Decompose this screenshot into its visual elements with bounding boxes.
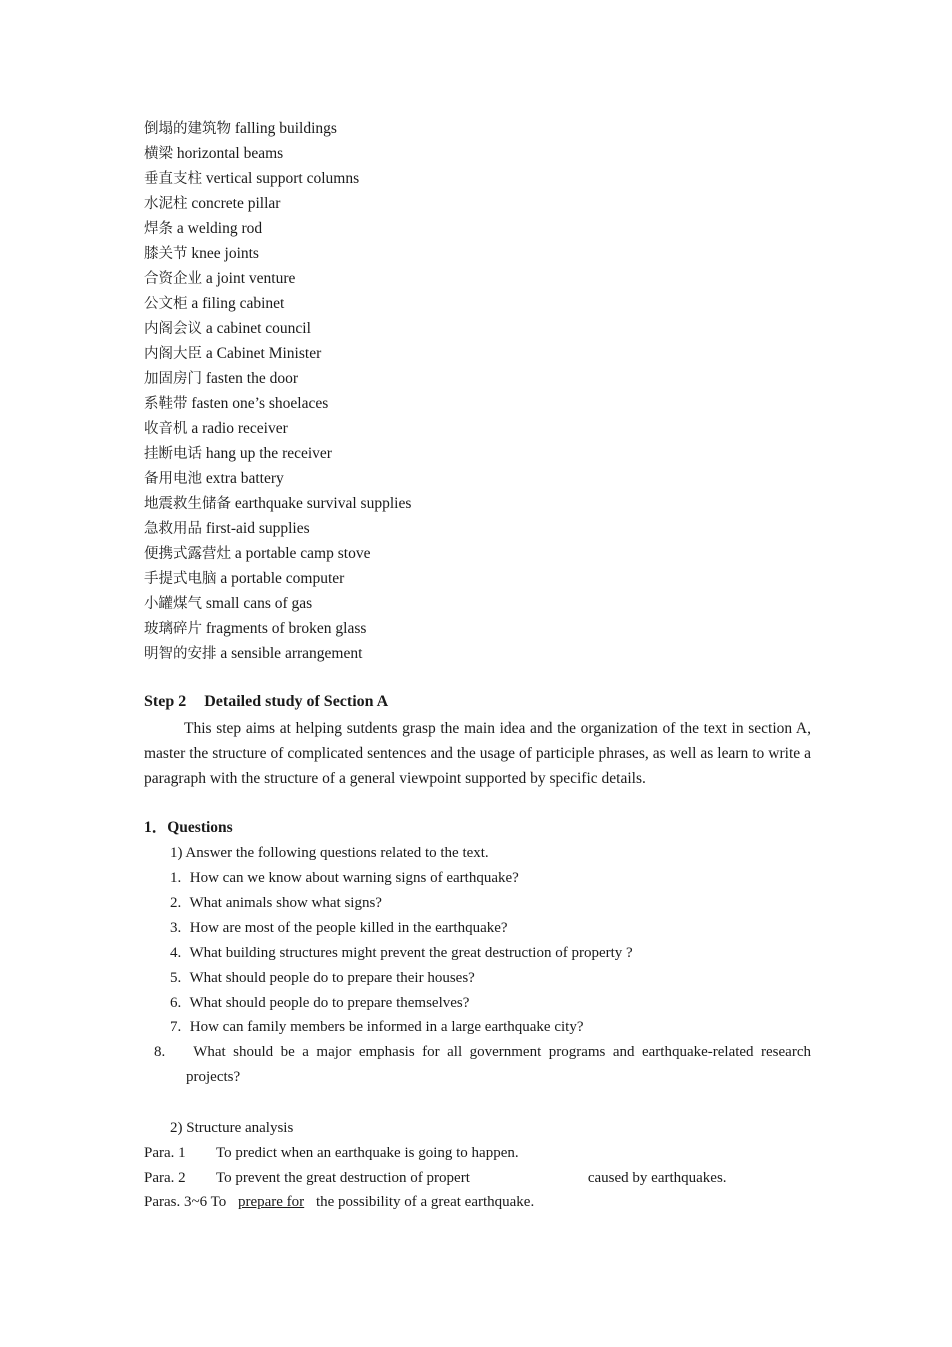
question-number: 2. [170,894,182,911]
paragraph-summary-end: caused by earthquakes. [587,1170,727,1186]
vocab-chinese: 倒塌的建筑物 [144,121,231,137]
step-title: Detailed study of Section A [204,693,389,710]
question-item [170,866,811,891]
vocab-chinese: 水泥柱 [144,196,188,212]
vocab-chinese: 公文柜 [144,296,188,312]
structure-analysis-title: 2) Structure analysis [170,1120,294,1136]
questions-list [154,866,811,1090]
vocab-chinese: 地震救生储备 [144,496,231,512]
questions-intro: 1) Answer the following questions related to the text. [170,845,489,861]
vocab-chinese: 膝关节 [144,246,188,262]
vocab-chinese: 明智的安排 [144,646,217,662]
vocab-english: concrete pillar [191,195,281,212]
vocab-english: a cabinet council [205,320,311,337]
structure-row [144,1190,534,1214]
question-number: 8. [154,1044,166,1061]
question-text: What should be a major emphasis for all government programs and earthquake-related research projects? [186,1044,811,1086]
vocab-english: a portable camp stove [234,545,371,562]
question-item [170,916,811,941]
vocab-english: vertical support columns [205,170,360,187]
question-item [170,941,811,966]
vocab-item [144,541,411,566]
vocab-item [144,266,411,291]
paragraph-summary: To predict when an earthquake is going to happen. [216,1145,519,1161]
vocab-english: a joint venture [205,270,296,287]
vocab-item [144,516,411,541]
vocab-item [144,366,411,391]
question-number: 3. [170,919,182,936]
vocab-item [144,116,411,141]
vocab-chinese: 便携式露营灶 [144,546,231,562]
vocab-english: knee joints [191,245,259,262]
question-number: 5. [170,969,182,986]
question-text: How are most of the people killed in the earthquake? [189,919,508,936]
vocab-chinese: 加固房门 [144,371,202,387]
question-item [154,1040,811,1090]
vocab-english: fasten the door [205,370,298,387]
question-number: 7. [170,1019,182,1036]
vocab-chinese: 玻璃碎片 [144,621,202,637]
vocab-chinese: 收音机 [144,421,188,437]
vocab-item [144,466,411,491]
question-item [170,1015,811,1040]
question-text: What animals show what signs? [189,894,382,911]
step-description: This step aims at helping sutdents grasp the main idea and the organization of the text in section A, master the structure of complicated sentences and the usage of participle phrases, as well as learn to write a paragraph with the structure of a general viewpoint supported by specific details. [144,720,811,787]
vocab-item [144,641,411,666]
vocab-english: fasten one’s shoelaces [191,395,329,412]
vocab-english: first-aid supplies [205,520,310,537]
vocab-item [144,191,411,216]
vocab-english: small cans of gas [205,595,313,612]
vocab-english: a welding rod [176,220,263,237]
vocab-chinese: 垂直支柱 [144,171,202,187]
vocab-item [144,566,411,591]
vocab-item [144,591,411,616]
paragraph-label: Para. 1 [144,1145,186,1161]
question-text: How can family members be informed in a large earthquake city? [189,1019,584,1036]
vocab-item [144,316,411,341]
vocab-chinese: 系鞋带 [144,396,188,412]
vocab-chinese: 内阁大臣 [144,346,202,362]
question-item [170,966,811,991]
question-text: What should people do to prepare themselves? [189,994,470,1011]
step-heading [144,691,388,713]
vocabulary-list [144,116,411,666]
vocab-chinese: 挂断电话 [144,446,202,462]
vocab-english: a radio receiver [191,420,288,437]
vocab-chinese: 内阁会议 [144,321,202,337]
structure-row [144,1141,519,1165]
vocab-chinese: 横梁 [144,146,173,162]
vocab-english: a sensible arrangement [220,645,363,662]
vocab-item [144,391,411,416]
vocab-english: a Cabinet Minister [205,345,322,362]
vocab-chinese: 小罐煤气 [144,596,202,612]
vocab-item [144,166,411,191]
vocab-english: horizontal beams [176,145,284,162]
vocab-english: extra battery [205,470,284,487]
vocab-english: earthquake survival supplies [234,495,412,512]
questions-heading: 1．Questions [144,819,233,836]
vocab-item [144,616,411,641]
paragraph-summary-start: To prevent the great destruction of propert [216,1170,470,1186]
paragraph-label: Para. 2 [144,1170,186,1186]
vocab-english: a filing cabinet [191,295,285,312]
question-text: What building structures might prevent the great destruction of property ? [189,944,633,961]
vocab-item [144,416,411,441]
filled-answer-blank[interactable]: prepare for [237,1194,305,1210]
vocab-english: a portable computer [220,570,345,587]
paragraph-summary-end: the possibility of a great earthquake. [315,1194,535,1210]
vocab-item [144,341,411,366]
question-item [170,991,811,1016]
vocab-item [144,291,411,316]
vocab-english: hang up the receiver [205,445,332,462]
vocab-chinese: 急救用品 [144,521,202,537]
question-number: 6. [170,994,182,1011]
question-number: 4. [170,944,182,961]
question-text: What should people do to prepare their houses? [189,969,475,986]
step-label: Step 2 [144,693,187,710]
vocab-item [144,491,411,516]
paragraph-summary-start: To [210,1194,227,1210]
vocab-chinese: 备用电池 [144,471,202,487]
vocab-english: falling buildings [234,120,337,137]
paragraph-label: Paras. 3~6 [144,1194,208,1210]
vocab-chinese: 焊条 [144,221,173,237]
vocab-chinese: 手提式电脑 [144,571,217,587]
question-number: 1. [170,870,182,886]
vocab-english: fragments of broken glass [205,620,367,637]
vocab-item [144,441,411,466]
vocab-item [144,141,411,166]
vocab-chinese: 合资企业 [144,271,202,287]
vocab-item [144,241,411,266]
question-item [170,891,811,916]
question-text: How can we know about warning signs of earthquake? [189,870,519,886]
structure-row [144,1166,727,1190]
vocab-item [144,216,411,241]
